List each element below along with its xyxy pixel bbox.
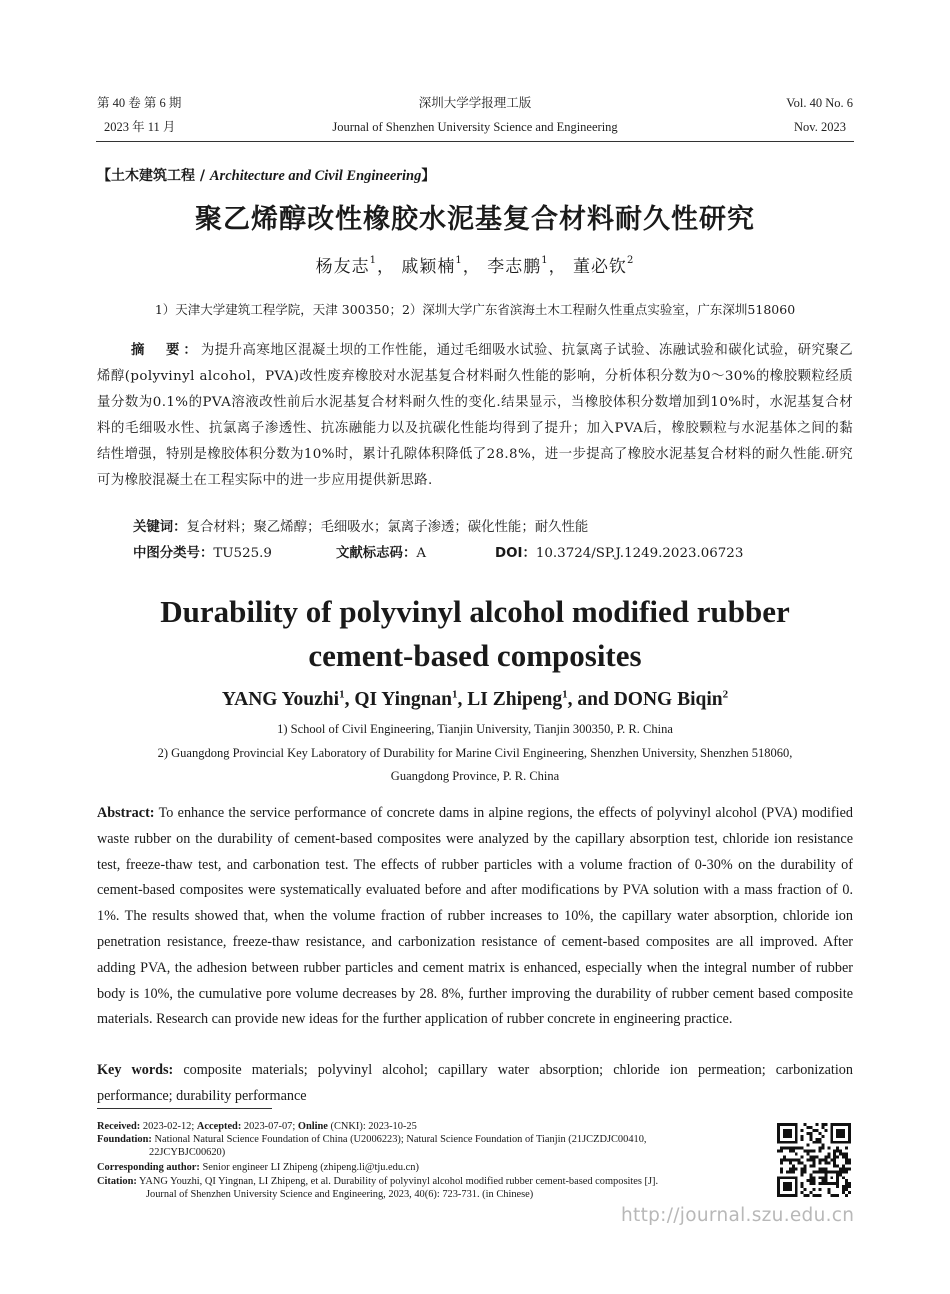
header-month-year: Nov. 2023 (794, 120, 846, 134)
cn-doi[interactable]: DOI：10.3724/SP.J.1249.2023.06723 (495, 546, 744, 561)
cn-authors: 杨友志$^1$， 戚颖楠$^1$， 李志鹏$^1$， 董必钦$^2$ (315, 255, 635, 277)
header-journal-en: Journal of Shenzhen University Science and Engineering (332, 120, 618, 134)
en-affiliation-2: 2) Guangdong Provincial Key Laboratory of Durability for Marine Civil Engineering, Shenzhen University, Shenzhen 518060, (157, 746, 793, 760)
cn-abstract (97, 338, 853, 494)
clc-value: TU525.9 (213, 546, 272, 561)
cn-abstract-label: 摘 要： (131, 343, 201, 358)
en-affiliation-2-cont: Guangdong Province, P. R. China (390, 769, 560, 783)
cn-author: 李志鹏 (487, 257, 542, 277)
fn-corresponding: Corresponding author: Senior engineer LI Zhipeng (zhipeng.li@tju.edu.cn) (97, 1162, 419, 1173)
en-author-sup: 2 (722, 688, 729, 701)
en-title: Durability of polyvinyl alcohol modified rubber cement-based composites (160, 594, 790, 673)
cn-keywords (133, 518, 588, 538)
cn-keywords-text: 复合材料；聚乙烯醇；毛细吸水；氯离子渗透；碳化性能；耐久性能 (186, 520, 589, 535)
cn-author-sup: 2 (626, 255, 635, 267)
cn-title: 聚乙烯醇改性橡胶水泥基复合材料耐久性研究 (195, 204, 755, 235)
qr-code[interactable] (777, 1123, 851, 1197)
en-author: QI Yingnan (354, 689, 453, 710)
fn-foundation: Foundation: National Natural Science Foundation of China (U2006223); Natural Science Foundation of Tianjin (21JCZDJC00410, 22JCYBJC00620) (97, 1134, 647, 1158)
en-author: DONG Biqin (613, 689, 723, 710)
cn-author: 杨友志 (315, 257, 370, 277)
header-date: 2023 年 11 月 (104, 120, 176, 134)
en-keywords-label: Key words: (97, 1062, 174, 1078)
cn-author: 董必钦 (572, 257, 627, 277)
en-abstract-label: Abstract: (97, 805, 155, 821)
en-abstract (97, 801, 853, 1033)
en-author-sup: 1 (562, 688, 568, 701)
cn-keywords-label: 关键词： (133, 520, 187, 535)
cn-document-code: 文献标志码：A (336, 546, 427, 561)
header-journal-cn: 深圳大学学报理工版 (418, 96, 532, 110)
en-abstract-text: To enhance the service performance of concrete dams in alpine regions, the effects of polyvinyl alcohol (PVA) modified waste rubber on the durability of cement-based composites were analyzed by the capillary absorption test, chloride ion resistance test, freeze-thaw test, and carbonation test. The effects of rubber particles with a volume fraction of 0-30% on the durability of cement-based composites were systematically evaluated before and after modifications by PVA solution with a mass fraction of 0. 1%. The results showed that, when the volume fraction of rubber increases to 10%, the capillary water absorption, chloride ion penetration resistance, freeze-thaw resistance, and carbonization resistance of cement-based composites are all improved. After adding PVA, the adhesion between rubber particles and cement matrix is enhanced, especially when the integral number of rubber body is 10%, the cumulative pore volume decreases by 28. 8%, further improving the durability of rubber cement based composite materials. Research can provide new ideas for the further application of rubber concrete in engineering practice. (97, 805, 853, 1028)
cn-author-sup: 1 (455, 255, 463, 267)
header-rule (96, 141, 854, 142)
en-keywords (97, 1058, 853, 1110)
doi-value: 10.3724/SP.J.1249.2023.06723 (535, 546, 744, 561)
fn-dates: Received: 2023-02-12; Accepted: 2023-07-07; Online (CNKI): 2023-10-25 (97, 1121, 417, 1132)
en-authors: YANG Youzhi$^1$, QI Yingnan$^1$, LI Zhipeng$^1$, and DONG Biqin$^2$ (221, 688, 729, 710)
footnote-rule (97, 1108, 272, 1109)
en-author: YANG Youzhi (221, 689, 340, 710)
cn-author-sup: 1 (541, 255, 549, 267)
en-author: LI Zhipeng (467, 689, 563, 710)
cn-abstract-text: 为提升高寒地区混凝土坝的工作性能，通过毛细吸水试验、抗氯离子试验、冻融试验和碳化试验，研究聚乙烯醇(polyvinyl alcohol，PVA)改性废弃橡胶对水泥基复合材料耐久性能的影响，分析体积分数为0～30%的橡胶颗粒经质量分数为0.1%的PVA溶液改性前后水泥基复合材料耐久性的变化.结果显示，当橡胶体积分数增加到10%时，水泥基复合材料的毛细吸水性、抗氯离子渗透性、抗冻融能力以及抗碳化性能均得到了提升；加入PVA后，橡胶颗粒与水泥基体之间的黏结性增强，特别是橡胶体积分数为10%时，累计孔隙体积降低了28.8%，进一步提高了橡胶水泥基复合材料的耐久性能.研究可为橡胶混凝土在工程实际中的进一步应用提供新思路. (97, 343, 854, 488)
fn-citation: Citation: YANG Youzhi, QI Yingnan, LI Zhipeng, et al. Durability of polyvinyl alcohol modified rubber cement-based composites [J]. Journal of Shenzhen University Science and Engineering, 2023, 40(6): 723-731. (in Chinese) (97, 1176, 659, 1200)
header-volume-issue: 第 40 卷 第 6 期 (97, 96, 182, 110)
cn-classification: 中图分类号：TU525.9 (133, 546, 272, 561)
cn-affiliation: 1）天津大学建筑工程学院，天津 300350；2）深圳大学广东省滨海土木工程耐久性重点实验室，广东深圳518060 (154, 302, 796, 317)
section-label: 【土木建筑工程 / Architecture and Civil Engineering】 (97, 168, 436, 184)
en-author-sup: 1 (452, 688, 458, 701)
en-author-sup: 1 (339, 688, 345, 701)
en-affiliation-1: 1) School of Civil Engineering, Tianjin University, Tianjin 300350, P. R. China (277, 722, 673, 736)
en-keywords-text: composite materials; polyvinyl alcohol; capillary water absorption; chloride ion permeation; carbonization performance; durability performance (97, 1062, 853, 1104)
header-vol-no: Vol. 40 No. 6 (786, 96, 853, 110)
site-url-watermark: http://journal.szu.edu.cn (621, 1205, 855, 1226)
cn-author-sup: 1 (369, 255, 378, 267)
doccode-value: A (416, 546, 427, 561)
cn-author: 戚颖楠 (401, 257, 456, 277)
